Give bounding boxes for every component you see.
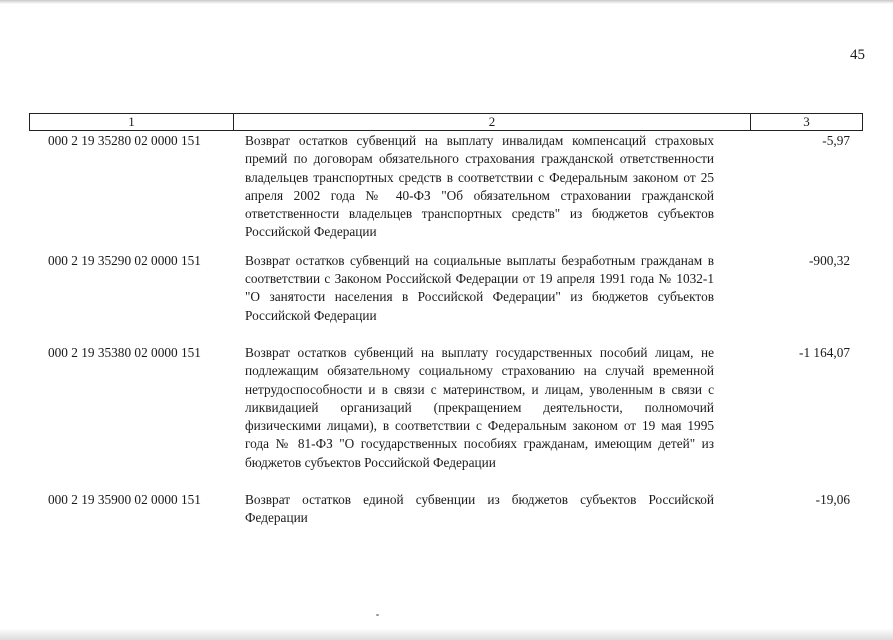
column-header-2: 2 [233,114,750,130]
page-number: 45 [850,47,865,63]
budget-code: 000 2 19 35380 02 0000 151 [48,344,201,360]
table-row [29,132,863,242]
row-description: Возврат остатков субвенций на выплату инвалидам компенсаций страховых премий по договорам обязательного страхования гражданской ответственности владельцев транспортных средств в соответствии с Федеральным законом от 25 апреля 2002 года № 40-ФЗ "Об обязательном страховании гражданской ответственности владельцев транспортных средств" из бюджетов субъектов Российской Федерации [245,133,714,240]
budget-table [29,113,863,528]
column-header-3: 3 [750,114,862,130]
table-header-row [29,113,863,131]
row-description: Возврат остатков субвенций на выплату государственных пособий лицам, не подлежащим обязательному социальному страхованию на случай временной нетрудоспособности и в связи с материнством, и лицам, уволенным в связи с ликвидацией организаций (прекращением деятельности, полномочий физическими лицами), в соответствии с Федеральным законом от 19 мая 1995 года № 81-ФЗ "О государственных пособиях гражданам, имеющим детей" из бюджетов субъектов Российской Федерации [245,344,714,470]
budget-code: 000 2 19 35290 02 0000 151 [48,252,201,268]
row-description: Возврат остатков субвенций на социальные выплаты безработным гражданам в соответствии с Законом Российской Федерации от 19 апреля 1991 года № 1032-1 "О занятости населения в Российской Федерации" из бюджетов субъектов Российской Федерации [245,252,714,323]
table-row [29,344,863,472]
budget-code: 000 2 19 35900 02 0000 151 [48,492,201,508]
row-description: Возврат остатков единой субвенции из бюджетов субъектов Российской Федерации [245,492,714,526]
budget-code: 000 2 19 35280 02 0000 151 [48,133,201,148]
scan-bottom-edge [0,628,893,640]
column-header-1: 1 [128,114,135,129]
table-row [29,252,863,325]
row-amount: -5,97 [822,133,850,148]
row-amount: -19,06 [815,492,850,508]
row-amount: -900,32 [809,252,850,268]
scan-top-edge [0,0,893,4]
table-row [29,491,863,528]
scan-speck [376,614,379,616]
row-amount: -1 164,07 [799,344,850,360]
